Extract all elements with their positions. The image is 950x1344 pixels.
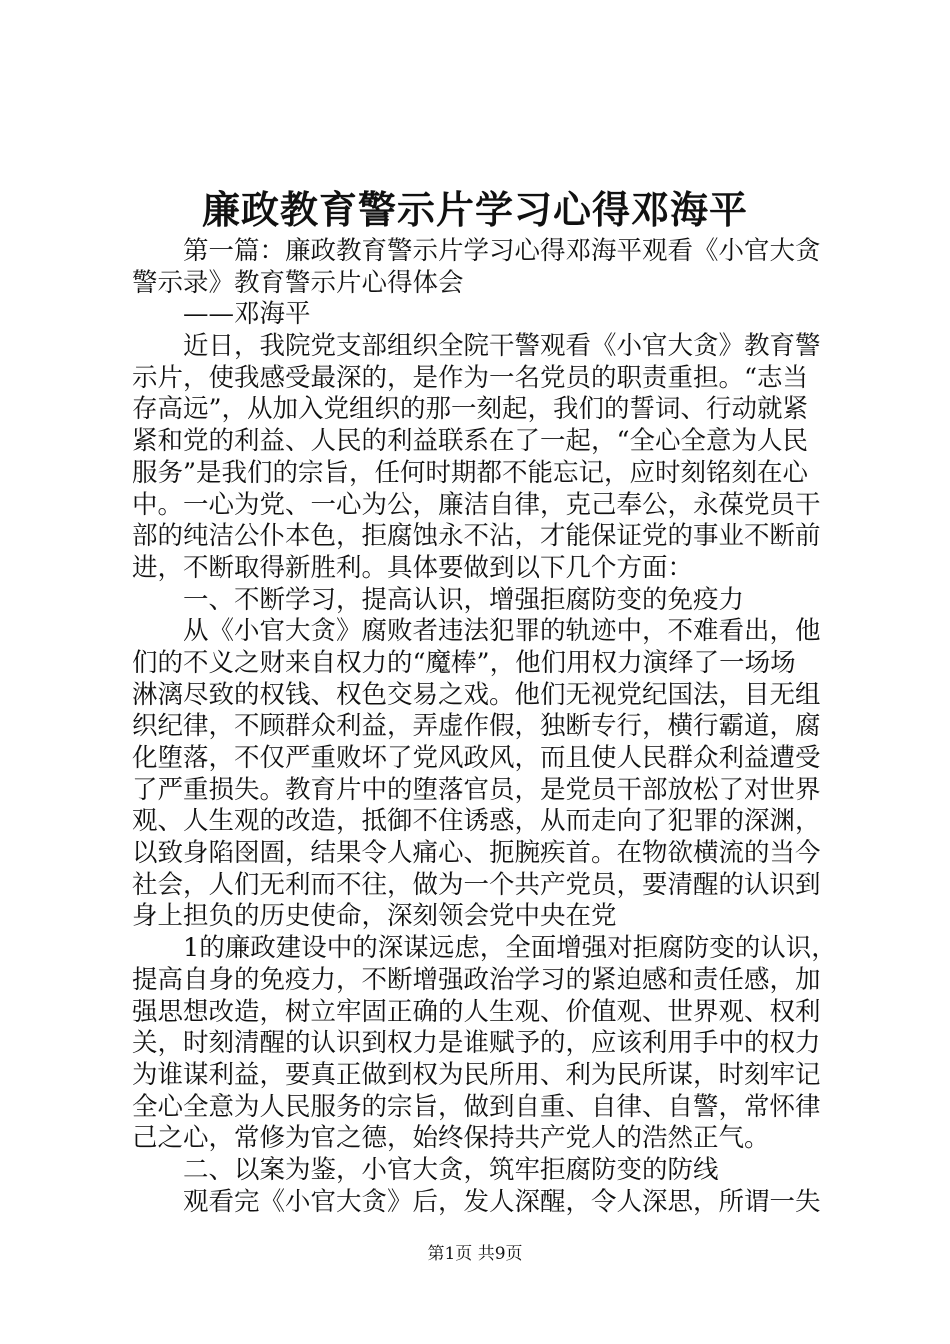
text-line: 第一篇：廉政教育警示片学习心得邓海平观看《小官大贪 xyxy=(183,236,821,266)
text-line: 紧和党的利益、人民的利益联系在了一起，“全心全意为人民 xyxy=(132,426,809,457)
text-line: 织纪律，不顾群众利益，弄虚作假，独断专行，横行霸道，腐 xyxy=(132,711,821,742)
text-line: 观、人生观的改造，抵御不住诱惑，从而走向了犯罪的深渊， xyxy=(132,806,821,837)
text-line: 己之心，常修为官之德，始终保持共产党人的浩然正气。 xyxy=(132,1123,770,1154)
text-line: 们的不义之财来自权力的“魔棒”，他们用权力演绎了一场场 xyxy=(132,647,796,678)
text-line: 近日，我院党支部组织全院干警观看《小官大贪》教育警 xyxy=(183,331,821,362)
text-line: ——邓海平 xyxy=(183,299,311,330)
text-line: 警示录》教育警示片心得体会 xyxy=(132,267,464,298)
document-title: 廉政教育警示片学习心得邓海平 xyxy=(201,187,748,232)
document-body xyxy=(132,236,837,1218)
text-line: 以致身陷囹圄，结果令人痛心、扼腕疾首。在物欲横流的当今 xyxy=(132,838,821,869)
text-line: 关，时刻清醒的认识到权力是谁赋予的，应该利用手中的权力 xyxy=(132,1028,821,1059)
text-line: 提高自身的免疫力，不断增强政治学习的紧迫感和责任感，加 xyxy=(132,964,821,995)
text-line: 身上担负的历史使命，深刻领会党中央在党 xyxy=(132,901,617,932)
text-line: 1的廉政建设中的深谋远虑，全面增强对拒腐防变的认识， xyxy=(183,933,837,964)
text-line: 服务”是我们的宗旨，任何时期都不能忘记，应时刻铭刻在心 xyxy=(132,457,809,488)
text-line: 全心全意为人民服务的宗旨，做到自重、自律、自警，常怀律 xyxy=(132,1091,821,1122)
text-line: 部的纯洁公仆本色，拒腐蚀永不沾，才能保证党的事业不断前 xyxy=(132,521,821,552)
text-line: 观看完《小官大贪》后，发人深醒，令人深思，所谓一失 xyxy=(183,1186,821,1217)
section-heading: 二、以案为鉴，小官大贪，筑牢拒腐防变的防线 xyxy=(183,1154,719,1185)
text-line: 从《小官大贪》腐败者违法犯罪的轨迹中，不难看出，他 xyxy=(183,616,821,647)
text-line: 强思想改造，树立牢固正确的人生观、价值观、世界观、权利 xyxy=(132,996,821,1027)
section-heading: 一、不断学习，提高认识，增强拒腐防变的免疫力 xyxy=(183,584,745,615)
text-line: 化堕落，不仅严重败坏了党风政风，而且使人民群众利益遭受 xyxy=(132,743,821,773)
text-line: 淋漓尽致的权钱、权色交易之戏。他们无视党纪国法，目无组 xyxy=(132,679,821,710)
text-line: 了严重损失。教育片中的堕落官员，是党员干部放松了对世界 xyxy=(132,774,821,805)
text-line: 存高远”，从加入党组织的那一刻起，我们的誓词、行动就紧 xyxy=(132,394,809,425)
text-line: 进，不断取得新胜利。具体要做到以下几个方面： xyxy=(132,552,694,583)
text-line: 中。一心为党、一心为公，廉洁自律，克己奉公，永葆党员干 xyxy=(132,489,821,520)
text-line: 社会，人们无利而不往，做为一个共产党员，要清醒的认识到 xyxy=(132,869,821,900)
text-line: 为谁谋利益，要真正做到权为民所用、利为民所谋，时刻牢记 xyxy=(132,1059,821,1090)
text-line: 示片，使我感受最深的，是作为一名党员的职责重担。“志当 xyxy=(132,362,809,393)
page-number-footer: 第1页 共9页 xyxy=(427,1244,523,1264)
